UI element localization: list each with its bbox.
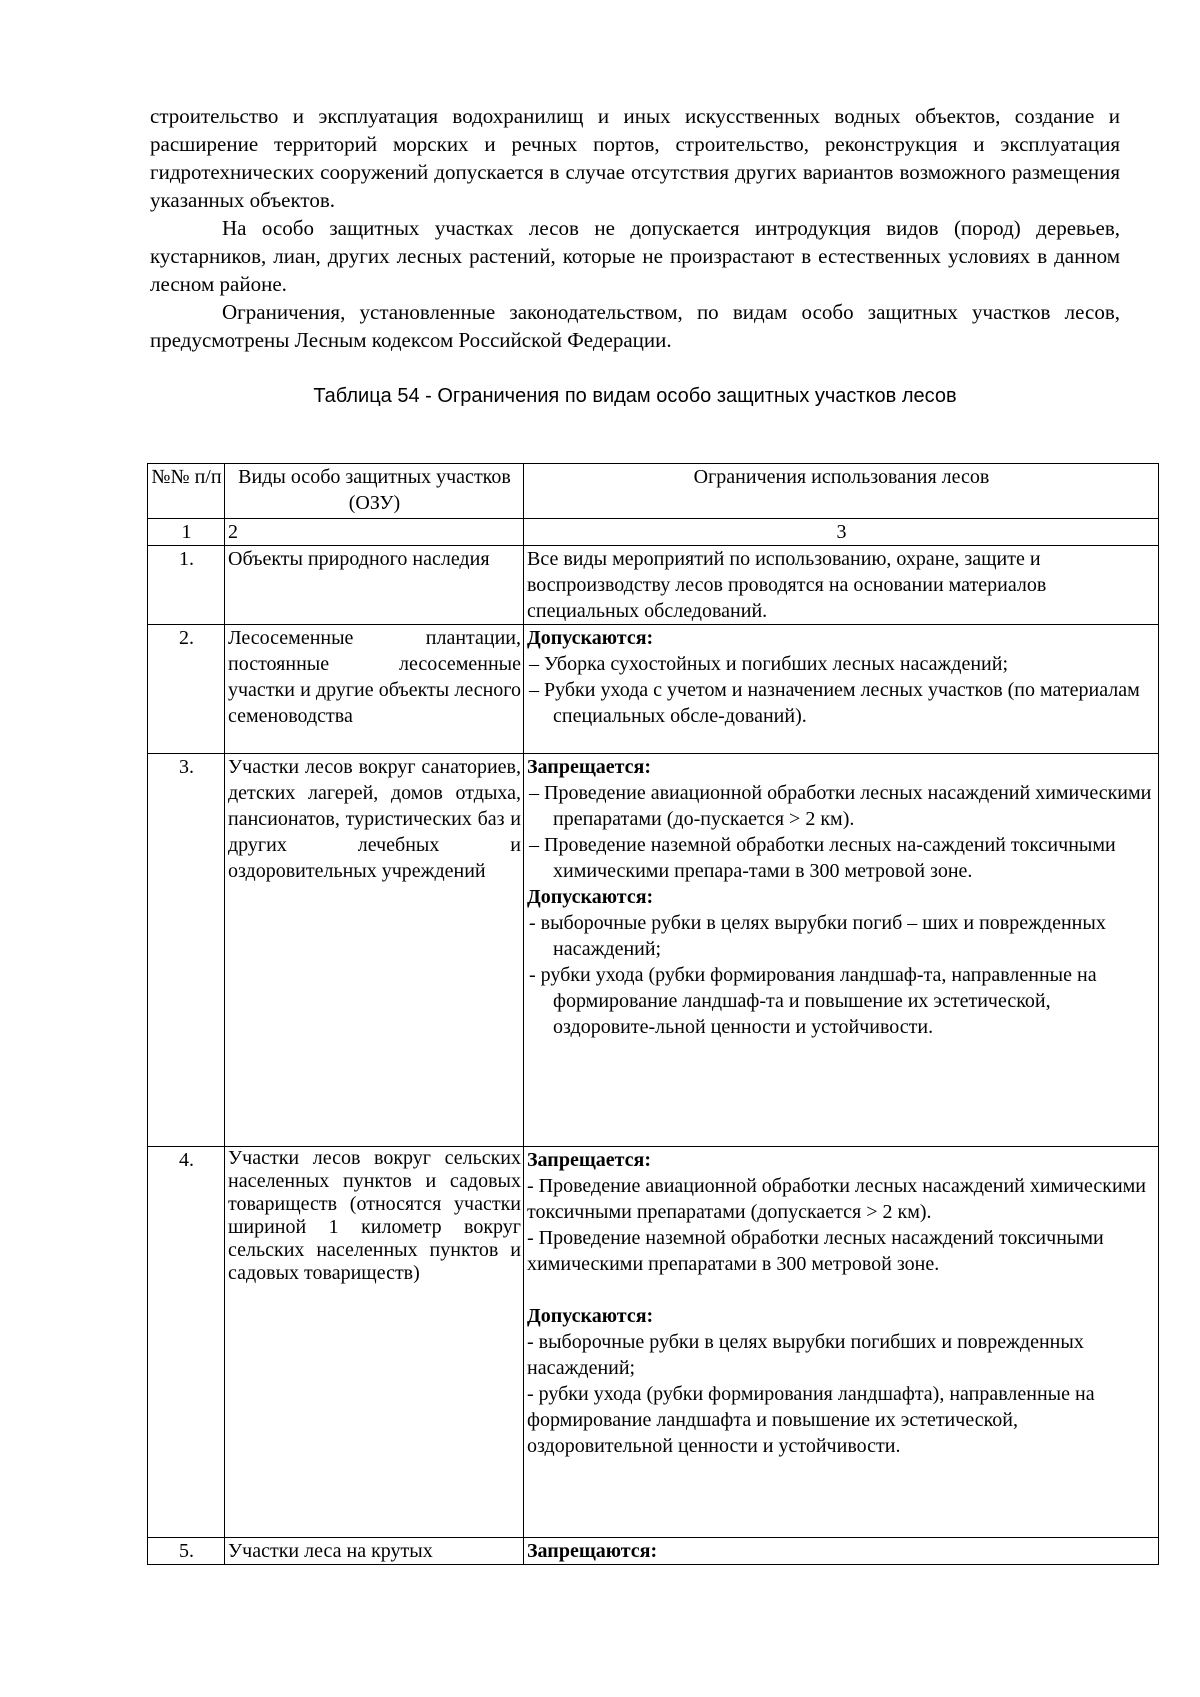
index-cell-2: 2 <box>225 519 524 546</box>
restrictions-cell <box>524 1538 1159 1565</box>
restriction-item: – Проведение наземной обработки лесных на-саждений токсичными химическими препара-тами в 300 метровой зоне. <box>529 834 1116 882</box>
ozu-type-cell: Участки леса на крутых <box>225 1538 524 1565</box>
spacer <box>527 1277 1156 1303</box>
restriction-heading: Допускаются: <box>527 1305 654 1327</box>
restrictions-cell <box>524 625 1159 754</box>
header-restrictions: Ограничения использования лесов <box>524 464 1159 519</box>
restriction-text: - рубки ухода (рубки формирования ландшафта), направленные на формирование ландшафта и повышение их эстетической, оздоровительной ценности и устойчивости. <box>527 1383 1095 1457</box>
restriction-heading: Допускаются: <box>527 627 654 649</box>
restriction-item: – Проведение авиационной обработки лесных насаждений химическими препаратами (до-пускается > 2 км). <box>529 782 1152 830</box>
header-ozu-type: Виды особо защитных участков (ОЗУ) <box>225 464 524 519</box>
row-number: 3. <box>148 754 225 1147</box>
restriction-heading: Допускаются: <box>527 886 654 908</box>
table-header-row <box>148 464 1159 519</box>
row-number: 1. <box>148 546 225 625</box>
restriction-item: – Рубки ухода с учетом и назначением лесных участков (по материалам специальных обсле-дований). <box>529 679 1140 727</box>
table-row <box>148 625 1159 754</box>
index-cell-1: 1 <box>148 519 225 546</box>
ozu-type-cell: Участки лесов вокруг сельских населенных пунктов и садовых товариществ (относятся участки шириной 1 километр вокруг сельских населенных пунктов и садовых товариществ) <box>225 1147 524 1538</box>
row-number: 5. <box>148 1538 225 1565</box>
paragraph-2: На особо защитных участках лесов не допускается интродукция видов (пород) деревьев, кустарников, лиан, других лесных растений, которые не произрастают в естественных условиях в данном лесном районе. <box>150 216 1120 296</box>
table-index-row <box>148 519 1159 546</box>
restriction-heading: Запрещается: <box>527 756 652 778</box>
ozu-type-cell: Объекты природного наследия <box>225 546 524 625</box>
table-row <box>148 754 1159 1147</box>
row-number: 4. <box>148 1147 225 1538</box>
restriction-text: Все виды мероприятий по использованию, охране, защите и воспроизводству лесов проводятся на основании материалов специальных обследований. <box>527 548 1047 622</box>
restrictions-cell <box>524 754 1159 1147</box>
table-row <box>148 1538 1159 1565</box>
restriction-heading: Запрещается: <box>527 1149 652 1171</box>
row-number: 2. <box>148 625 225 754</box>
restriction-item: – Уборка сухостойных и погибших лесных насаждений; <box>529 653 1008 675</box>
table-row <box>148 546 1159 625</box>
restriction-text: - Проведение авиационной обработки лесных насаждений химическими токсичными препаратами (допускается > 2 км). <box>527 1175 1147 1223</box>
ozu-type-cell: Лесосеменные плантации, постоянные лесосеменные участки и другие объекты лесного семеноводства <box>225 625 524 754</box>
paragraph-3: Ограничения, установленные законодательством, по видам особо защитных участков лесов, предусмотрены Лесным кодексом Российской Федерации. <box>150 300 1120 352</box>
header-number: №№ п/п <box>148 464 225 519</box>
restrictions-table <box>147 463 1159 1565</box>
paragraph-1: строительство и эксплуатация водохранилищ и иных искусственных водных объектов, создание и расширение территорий морских и речных портов, строительство, реконструкция и эксплуатация гидротехнических сооружений допускается в случае отсутствия других вариантов возможного размещения указанных объектов. <box>150 104 1120 212</box>
restrictions-cell <box>524 546 1159 625</box>
restriction-text: - Проведение наземной обработки лесных насаждений токсичными химическими препаратами в 300 метровой зоне. <box>527 1227 1104 1275</box>
table-row <box>148 1147 1159 1538</box>
restriction-text: - выборочные рубки в целях вырубки погибших и поврежденных насаждений; <box>527 1331 1084 1379</box>
restriction-item: - рубки ухода (рубки формирования ландшаф-та, направленные на формирование ландшаф-та и повышение их эстетической, оздоровите-льной ценности и устойчивости. <box>529 964 1097 1038</box>
index-cell-3: 3 <box>524 519 1159 546</box>
restrictions-cell <box>524 1147 1159 1538</box>
restriction-item: - выборочные рубки в целях вырубки погиб – ших и поврежденных насаждений; <box>529 912 1106 960</box>
ozu-type-cell: Участки лесов вокруг санаториев, детских лагерей, домов отдыха, пансионатов, туристических баз и других лечебных и оздоровительных учреждений <box>225 754 524 1147</box>
restriction-heading: Запрещаются: <box>527 1540 658 1562</box>
table-caption: Таблица 54 - Ограничения по видам особо защитных участков лесов <box>313 385 957 407</box>
